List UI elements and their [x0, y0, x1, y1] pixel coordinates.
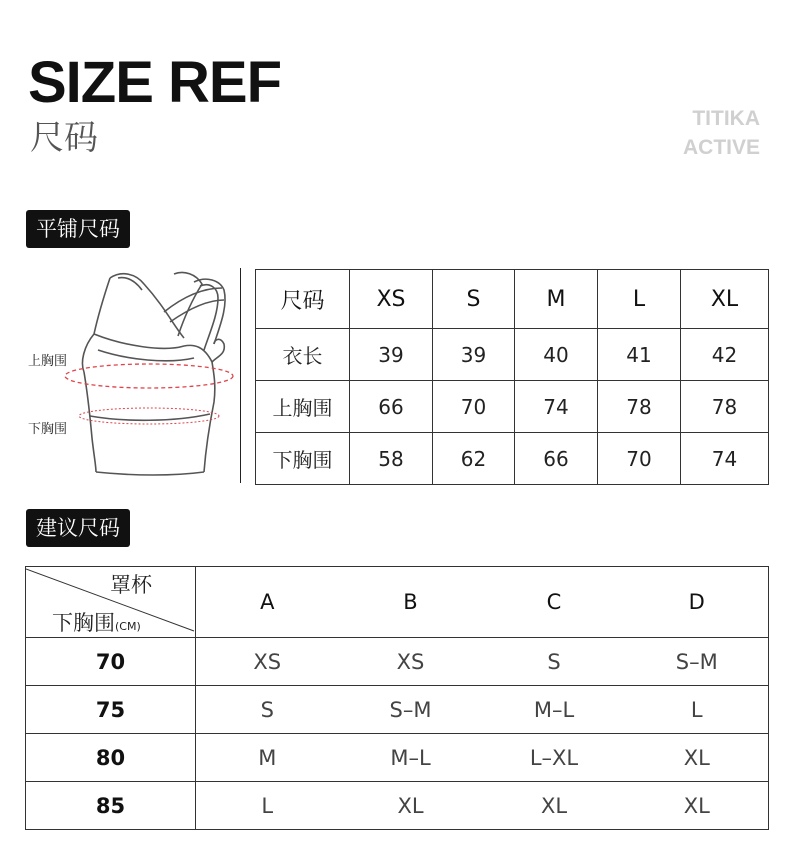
page-title: SIZE REF	[28, 50, 282, 115]
table-cell: 41	[598, 329, 681, 381]
brand-logo	[683, 104, 760, 162]
table-row	[26, 782, 769, 830]
table-cell: 39	[433, 329, 515, 381]
table-cell: M–L	[483, 686, 626, 734]
corner-header-cell	[26, 567, 196, 638]
table-cell: L	[196, 782, 339, 830]
table-cell: 74	[515, 381, 598, 433]
table-cell: 66	[350, 381, 433, 433]
table-cell: 62	[433, 433, 515, 485]
band-cell: 75	[26, 686, 196, 734]
brand-line-2: ACTIVE	[682, 136, 760, 159]
table-row	[26, 638, 769, 686]
table-cell: 70	[433, 381, 515, 433]
table-cell: S	[196, 686, 339, 734]
table-cell: 66	[515, 433, 598, 485]
cup-header-cell: A	[196, 567, 339, 638]
table-row	[256, 433, 769, 485]
band-cell: 80	[26, 734, 196, 782]
table-cell: M	[196, 734, 339, 782]
cup-header-cell: D	[626, 567, 769, 638]
header-cell: 尺码	[256, 270, 350, 329]
divider	[240, 268, 241, 483]
table-cell: 42	[681, 329, 769, 381]
brand-line-1: TITIKA	[692, 107, 760, 130]
band-label-text: 下胸围	[52, 611, 115, 635]
section-tag-flat-size: 平铺尺码	[26, 210, 130, 248]
table-cell: XL	[626, 734, 769, 782]
under-bust-label: 下胸围	[28, 422, 68, 437]
table-cell: 40	[515, 329, 598, 381]
row-label: 下胸围	[256, 433, 350, 485]
band-cell: 85	[26, 782, 196, 830]
table-cell: L–XL	[483, 734, 626, 782]
table-cell: M–L	[339, 734, 483, 782]
table-cell: S	[483, 638, 626, 686]
table-cell: XL	[339, 782, 483, 830]
band-label	[52, 607, 141, 637]
table-cell: XL	[483, 782, 626, 830]
table-row	[256, 329, 769, 381]
table-cell: XS	[196, 638, 339, 686]
table-header-row	[256, 270, 769, 329]
section-tag-recommended-size: 建议尺码	[26, 509, 130, 547]
header-cell: S	[433, 270, 515, 329]
table-cell: L	[626, 686, 769, 734]
table-cell: S–M	[339, 686, 483, 734]
table-header-row	[26, 567, 769, 638]
row-label: 衣长	[256, 329, 350, 381]
cup-label: 罩杯	[110, 573, 152, 597]
header-cell: L	[598, 270, 681, 329]
flat-size-table	[255, 269, 769, 485]
table-cell: XL	[626, 782, 769, 830]
table-cell: 78	[598, 381, 681, 433]
header-cell: M	[515, 270, 598, 329]
table-row	[26, 734, 769, 782]
table-cell: XS	[339, 638, 483, 686]
sports-bra-icon	[24, 266, 244, 482]
table-row	[26, 686, 769, 734]
cup-header-cell: C	[483, 567, 626, 638]
header-cell: XL	[681, 270, 769, 329]
band-cell: 70	[26, 638, 196, 686]
table-cell: S–M	[626, 638, 769, 686]
table-row	[256, 381, 769, 433]
recommended-size-table	[25, 566, 769, 830]
table-cell: 70	[598, 433, 681, 485]
unit-label: (CM)	[115, 620, 141, 633]
table-cell: 78	[681, 381, 769, 433]
garment-illustration	[24, 266, 244, 482]
table-cell: 74	[681, 433, 769, 485]
table-cell: 39	[350, 329, 433, 381]
row-label: 上胸围	[256, 381, 350, 433]
page-subtitle: 尺码	[30, 118, 98, 158]
cup-header-cell: B	[339, 567, 483, 638]
header-cell: XS	[350, 270, 433, 329]
table-cell: 58	[350, 433, 433, 485]
upper-bust-label: 上胸围	[28, 354, 68, 369]
